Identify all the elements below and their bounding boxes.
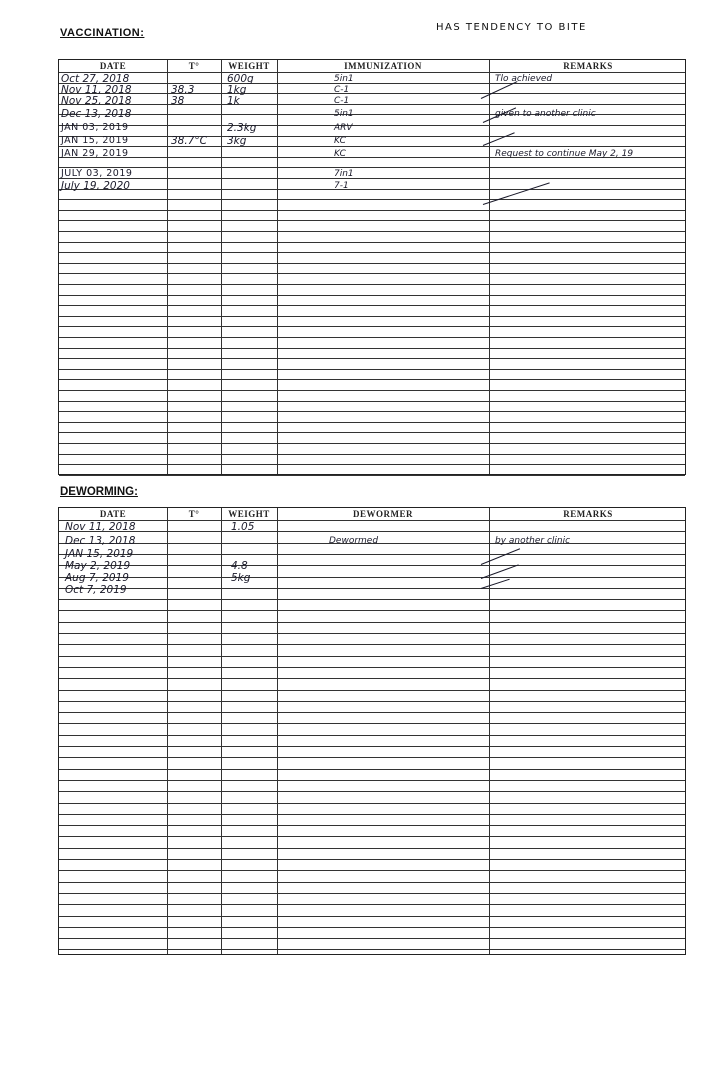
row-line [59,678,685,679]
row-line [59,656,685,657]
vaccination-remarks: given to another clinic [495,109,596,119]
vaccination-table [58,59,686,475]
row-line [59,938,685,939]
row-line [59,803,685,804]
row-line [59,825,685,826]
vaccination-immunization: KC [334,136,346,146]
row-line [59,667,685,668]
deworming-weight: 4.8 [231,560,248,572]
row-line [59,252,685,253]
row-line [59,72,685,73]
row-line [59,348,685,349]
header-dewormer: DEWORMER [353,509,413,519]
deworming-date: Dec 13, 2018 [65,535,136,547]
deworming-weight: 1.05 [231,521,255,533]
row-line [59,432,685,433]
row-line [59,904,685,905]
row-line [59,622,685,623]
row-line [59,295,685,296]
row-line [59,273,685,274]
column-divider [221,508,222,954]
row-line [59,178,685,179]
row-line [59,263,685,264]
check-mark [481,548,520,565]
deworming-date: Aug 7, 2019 [65,572,129,584]
header-remarks: REMARKS [563,509,613,519]
row-line [59,701,685,702]
deworming-table [58,507,686,955]
row-line [59,422,685,423]
row-line [59,712,685,713]
row-line [59,735,685,736]
vaccination-date: Nov 25, 2018 [61,95,132,107]
row-line [59,454,685,455]
header-remarks: REMARKS [563,61,613,71]
row-line [59,769,685,770]
bite-tendency-note: HAS TENDENCY TO BITE [436,22,587,33]
row-line [59,870,685,871]
row-line [59,284,685,285]
row-line [59,531,685,532]
vaccination-date: Dec 13, 2018 [61,108,132,120]
row-line [59,723,685,724]
header-date: DATE [99,61,127,71]
row-line [59,83,685,84]
vaccination-weight: 600g [227,73,254,85]
row-line [59,848,685,849]
row-line [59,757,685,758]
deworming-date: Oct 7, 2019 [65,584,127,596]
row-line [59,814,685,815]
row-line [59,882,685,883]
row-line [59,242,685,243]
header-date: DATE [99,509,127,519]
row-line [59,401,685,402]
vaccination-weight: 2.3kg [227,122,257,134]
vaccination-immunization: C-1 [334,96,350,106]
row-line [59,520,685,521]
row-line [59,369,685,370]
vaccination-immunization: 7-1 [334,181,349,191]
header-immunization: IMMUNIZATION [344,61,422,71]
vaccination-date: JAN 03, 2019 [61,122,129,133]
row-line [59,305,685,306]
vaccination-temp: 38 [171,95,185,107]
vaccination-weight: 1kg [227,84,247,96]
row-line [59,633,685,634]
vaccination-immunization: C-1 [334,85,350,95]
row-line [59,475,685,476]
row-line [59,927,685,928]
row-line [59,231,685,232]
vaccination-date: Nov 11, 2018 [61,84,132,96]
row-line [59,199,685,200]
row-line [59,390,685,391]
row-line [59,167,685,168]
vaccination-immunization: 5in1 [334,109,354,119]
row-line [59,104,685,105]
vaccination-temp: 38.7°C [171,135,207,147]
deworming-remarks: by another clinic [495,536,571,546]
vaccination-remarks: Tlo achieved [495,74,553,84]
row-line [59,746,685,747]
header-temp: T° [188,61,200,71]
row-line [59,337,685,338]
row-line [59,588,685,589]
row-line [59,189,685,190]
row-line [59,411,685,412]
row-line [59,220,685,221]
check-mark [483,132,515,146]
vaccination-immunization: 5in1 [334,74,354,84]
column-divider [167,508,168,954]
row-line [59,326,685,327]
row-line [59,791,685,792]
row-line [59,859,685,860]
row-line [59,210,685,211]
row-line [59,464,685,465]
deworming-date: May 2, 2019 [65,560,131,572]
row-line [59,443,685,444]
row-line [59,565,685,566]
deworming-date: Nov 11, 2018 [65,521,136,533]
vaccination-date: JAN 29, 2019 [61,148,129,159]
deworming-weight: 5kg [231,572,251,584]
deworming-title: DEWORMING: [60,486,138,498]
header-weight: WEIGHT [228,509,270,519]
deworming-date: JAN 15, 2019 [65,548,134,560]
row-line [59,577,685,578]
row-line [59,316,685,317]
vaccination-immunization: KC [334,149,346,159]
row-line [59,136,685,137]
vaccination-title: VACCINATION: [60,27,145,39]
deworming-dewormer: Dewormed [329,536,379,546]
vaccination-date: July 19, 2020 [61,180,130,192]
check-mark [483,182,550,205]
column-divider [277,508,278,954]
header-weight: WEIGHT [228,61,270,71]
vaccination-weight: 3kg [227,135,247,147]
header-temp: T° [188,509,200,519]
row-line [59,554,685,555]
row-line [59,125,685,126]
vaccination-immunization: 7in1 [334,169,354,179]
row-line [59,610,685,611]
row-line [59,893,685,894]
row-line [59,916,685,917]
row-line [59,836,685,837]
row-line [59,358,685,359]
vaccination-date: JAN 15, 2019 [61,135,129,146]
row-line [59,379,685,380]
vaccination-remarks: Request to continue May 2, 19 [495,149,634,159]
row-line [59,949,685,950]
row-line [59,690,685,691]
row-line [59,644,685,645]
vaccination-weight: 1k [227,95,240,107]
vaccination-temp: 38.3 [171,84,195,96]
vaccination-date: JULY 03, 2019 [61,168,133,179]
row-line [59,780,685,781]
vaccination-date: Oct 27, 2018 [61,73,130,85]
row-line [59,93,685,94]
vaccination-immunization: ARV [334,123,353,133]
row-line [59,599,685,600]
